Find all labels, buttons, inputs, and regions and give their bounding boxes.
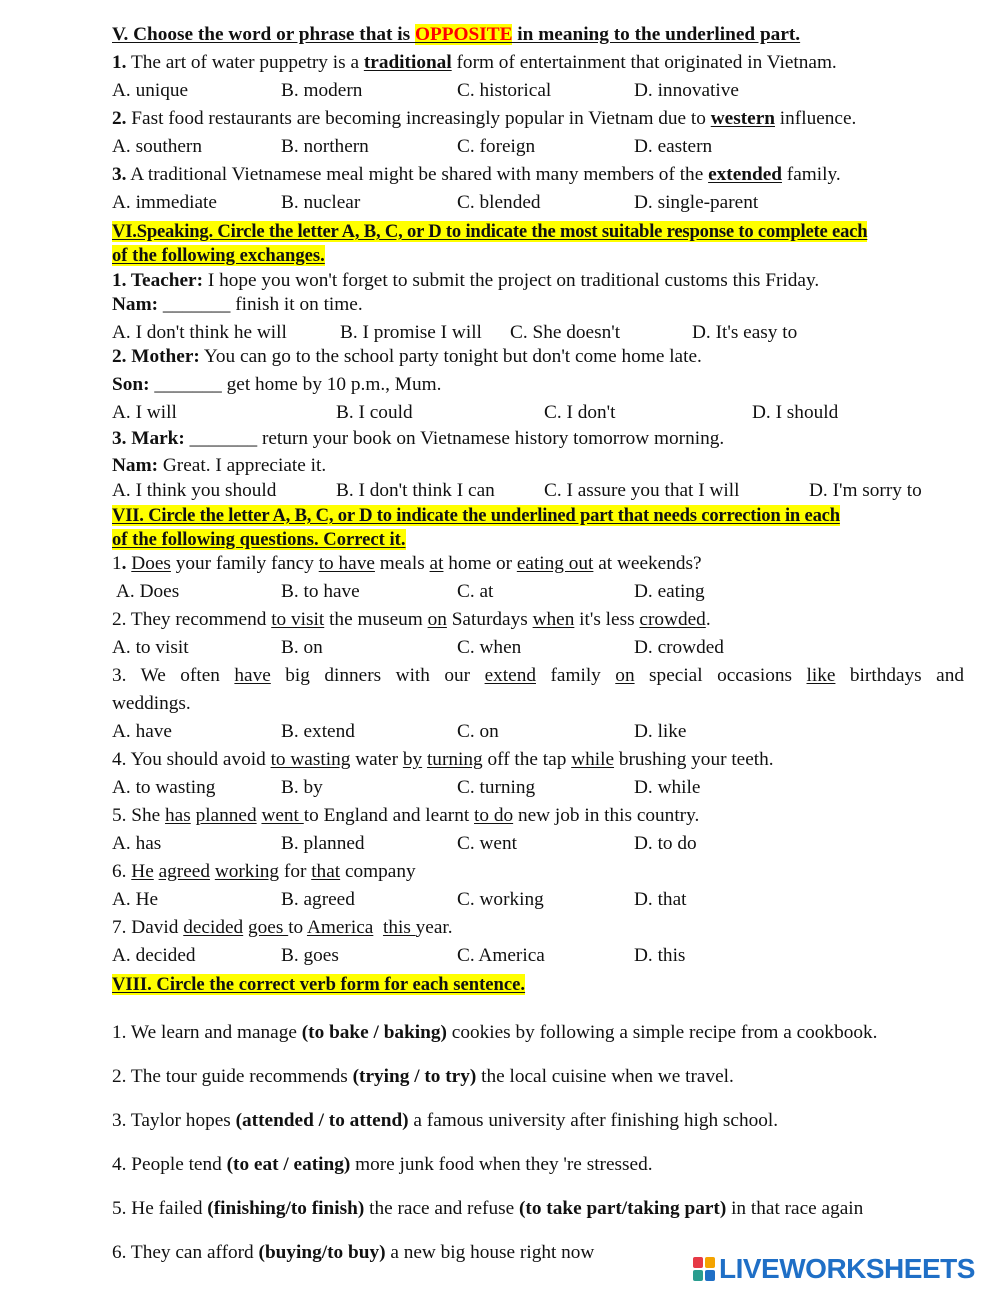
underlined-part: Does xyxy=(131,553,171,574)
underlined-part: this xyxy=(382,917,416,938)
s7-q3-stem-cont: weddings. xyxy=(112,693,191,714)
option-b[interactable]: B. agreed xyxy=(281,889,355,910)
option-d[interactable]: D. I'm sorry to xyxy=(809,480,922,501)
option-d[interactable]: D. this xyxy=(634,945,686,966)
option-a[interactable]: A. He xyxy=(112,889,159,910)
underlined-part: to wasting xyxy=(270,749,351,770)
option-d[interactable]: D. It's easy to xyxy=(692,322,798,343)
option-d[interactable]: D. single-parent xyxy=(634,192,759,213)
s5-q1-stem: 1. The art of water puppetry is a traditional form of entertainment that originated in Vietnam. xyxy=(112,52,837,73)
section-6-title-line2: of the following exchanges. xyxy=(112,245,325,266)
option-c[interactable]: C. She doesn't xyxy=(510,322,621,343)
option-b[interactable]: B. by xyxy=(281,777,323,798)
option-a[interactable]: A. I will xyxy=(112,402,177,423)
option-b[interactable]: B. extend xyxy=(281,721,355,742)
s7-q1-stem: 1. Does your family fancy to have meals at home or eating out at weekends? xyxy=(112,553,702,574)
underlined-part: at xyxy=(429,553,444,574)
section-7-title-line1: VII. Circle the letter A, B, C, or D to indicate the underlined part that needs correction in each xyxy=(112,505,840,526)
underlined-part: extend xyxy=(484,665,536,686)
option-c[interactable]: C. America xyxy=(457,945,545,966)
option-d[interactable]: D. eating xyxy=(634,581,705,602)
underlined-part: while xyxy=(571,749,615,770)
option-b[interactable]: B. on xyxy=(281,637,323,658)
underlined-part: has xyxy=(165,805,191,826)
option-b[interactable]: B. northern xyxy=(281,136,369,157)
s7-q3-stem: 3. We often have big dinners with our extend family on special occasions like birthdays and xyxy=(112,665,964,686)
option-c[interactable]: C. turning xyxy=(457,777,536,798)
option-c[interactable]: C. historical xyxy=(457,80,552,101)
option-d[interactable]: D. that xyxy=(634,889,687,910)
option-c[interactable]: C. when xyxy=(457,637,522,658)
option-a[interactable]: A. has xyxy=(112,833,162,854)
underlined-part: when xyxy=(532,609,575,630)
option-d[interactable]: D. I should xyxy=(752,402,839,423)
s7-q6-stem: 6. He agreed working for that company xyxy=(112,861,416,882)
verb-choice[interactable]: (trying / to try) xyxy=(352,1066,477,1087)
option-b[interactable]: B. planned xyxy=(281,833,365,854)
s6-q1-line2: Nam: _______ finish it on time. xyxy=(112,294,363,315)
underlined-part: planned xyxy=(195,805,257,826)
s8-item-5: 5. He failed (finishing/to finish) the race and refuse (to take part/taking part) in that race again xyxy=(112,1198,864,1219)
verb-choice[interactable]: (to eat / eating) xyxy=(226,1154,351,1175)
verb-choice[interactable]: (attended / to attend) xyxy=(235,1110,409,1131)
option-d[interactable]: D. to do xyxy=(634,833,697,854)
s8-item-3: 3. Taylor hopes (attended / to attend) a famous university after finishing high school. xyxy=(112,1110,779,1131)
underlined-part: agreed xyxy=(158,861,210,882)
underlined-part: to do xyxy=(474,805,514,826)
option-b[interactable]: B. goes xyxy=(281,945,339,966)
option-c[interactable]: C. working xyxy=(457,889,544,910)
option-a[interactable]: A. decided xyxy=(112,945,196,966)
underlined-word: western xyxy=(710,108,775,129)
underlined-part: He xyxy=(131,861,154,882)
underlined-part: have xyxy=(234,665,271,686)
option-c[interactable]: C. foreign xyxy=(457,136,536,157)
underlined-part: went xyxy=(261,805,304,826)
verb-choice[interactable]: (buying/to buy) xyxy=(258,1242,386,1263)
s6-q2-line1: 2. Mother: You can go to the school party tonight but don't come home late. xyxy=(112,346,702,367)
option-d[interactable]: D. like xyxy=(634,721,687,742)
verb-choice[interactable]: (finishing/to finish) xyxy=(207,1198,365,1219)
s8-item-1: 1. We learn and manage (to bake / baking) cookies by following a simple recipe from a cookbook. xyxy=(112,1022,878,1043)
underlined-part: by xyxy=(402,749,423,770)
underlined-part: to visit xyxy=(271,609,325,630)
underlined-part: America xyxy=(306,917,374,938)
underlined-part: like xyxy=(806,665,836,686)
s7-q7-stem: 7. David decided goes to America this year. xyxy=(112,917,453,938)
option-a[interactable]: A. I don't think he will xyxy=(112,322,287,343)
s8-item-4: 4. People tend (to eat / eating) more junk food when they 're stressed. xyxy=(112,1154,653,1175)
s5-q2-stem: 2. Fast food restaurants are becoming increasingly popular in Vietnam due to western influence. xyxy=(112,108,857,129)
underlined-part: on xyxy=(427,609,447,630)
s7-q2-stem: 2. They recommend to visit the museum on Saturdays when it's less crowded. xyxy=(112,609,711,630)
option-a[interactable]: A. unique xyxy=(112,80,189,101)
verb-choice[interactable]: (to bake / baking) xyxy=(301,1022,447,1043)
section-7-title-line2: of the following questions. Correct it. xyxy=(112,529,406,550)
s6-q2-line2: Son: _______ get home by 10 p.m., Mum. xyxy=(112,374,442,395)
s8-item-2: 2. The tour guide recommends (trying / to try) the local cuisine when we travel. xyxy=(112,1066,734,1087)
option-d[interactable]: D. crowded xyxy=(634,637,724,658)
liveworksheets-logo[interactable] xyxy=(693,1254,975,1284)
option-b[interactable]: B. I don't think I can xyxy=(336,480,495,501)
underlined-part: crowded xyxy=(639,609,706,630)
section-8-title: VIII. Circle the correct verb form for each sentence. xyxy=(112,974,526,995)
option-a[interactable]: A. have xyxy=(112,721,172,742)
verb-choice[interactable]: (to take part/taking part) xyxy=(518,1198,727,1219)
s8-item-6: 6. They can afford (buying/to buy) a new big house right now xyxy=(112,1242,595,1263)
brand-name: LIVEWORKSHEETS xyxy=(719,1253,975,1284)
underlined-part: on xyxy=(615,665,635,686)
section-5-title: V. Choose the word or phrase that is OPPOSITE in meaning to the underlined part. xyxy=(112,24,801,45)
underlined-part: that xyxy=(311,861,341,882)
underlined-part: to have xyxy=(318,553,375,574)
underlined-part: goes xyxy=(248,917,289,938)
option-c[interactable]: C. I assure you that I will xyxy=(544,480,740,501)
opposite-keyword: OPPOSITE xyxy=(414,24,513,45)
s5-q3-stem: 3. A traditional Vietnamese meal might be shared with many members of the extended family. xyxy=(112,164,841,185)
s6-q3-line1: 3. Mark: _______ return your book on Vietnamese history tomorrow morning. xyxy=(112,428,725,449)
underlined-word: extended xyxy=(708,164,782,185)
liveworksheets-logo-icon xyxy=(693,1257,715,1281)
s6-q1-line1: 1. Teacher: I hope you won't forget to submit the project on traditional customs this Friday. xyxy=(112,270,820,291)
underlined-word: traditional xyxy=(363,52,452,73)
option-c[interactable]: C. blended xyxy=(457,192,541,213)
option-d[interactable]: D. eastern xyxy=(634,136,713,157)
option-b[interactable]: B. modern xyxy=(281,80,363,101)
option-d[interactable]: D. innovative xyxy=(634,80,739,101)
option-a[interactable]: A. Does xyxy=(116,581,180,602)
option-a[interactable]: A. I think you should xyxy=(112,480,277,501)
s6-q3-line2: Nam: Great. I appreciate it. xyxy=(112,455,327,476)
s7-q5-stem: 5. She has planned went to England and learnt to do new job in this country. xyxy=(112,805,700,826)
option-c[interactable]: C. I don't xyxy=(544,402,616,423)
option-a[interactable]: A. southern xyxy=(112,136,202,157)
s7-q4-stem: 4. You should avoid to wasting water by turning off the tap while brushing your teeth. xyxy=(112,749,774,770)
underlined-part: turning xyxy=(426,749,483,770)
underlined-part: eating out xyxy=(516,553,594,574)
option-c[interactable]: C. at xyxy=(457,581,494,602)
option-a[interactable]: A. immediate xyxy=(112,192,217,213)
option-a[interactable]: A. to visit xyxy=(112,637,189,658)
underlined-part: decided xyxy=(183,917,244,938)
option-c[interactable]: C. went xyxy=(457,833,517,854)
option-c[interactable]: C. on xyxy=(457,721,499,742)
option-b[interactable]: B. to have xyxy=(281,581,360,602)
option-b[interactable]: B. nuclear xyxy=(281,192,361,213)
option-a[interactable]: A. to wasting xyxy=(112,777,216,798)
section-6-title-line1: VI.Speaking. Circle the letter A, B, C, or D to indicate the most suitable response to complete each xyxy=(112,221,868,242)
option-b[interactable]: B. I promise I will xyxy=(340,322,482,343)
option-d[interactable]: D. while xyxy=(634,777,701,798)
option-b[interactable]: B. I could xyxy=(336,402,413,423)
underlined-part: working xyxy=(214,861,280,882)
